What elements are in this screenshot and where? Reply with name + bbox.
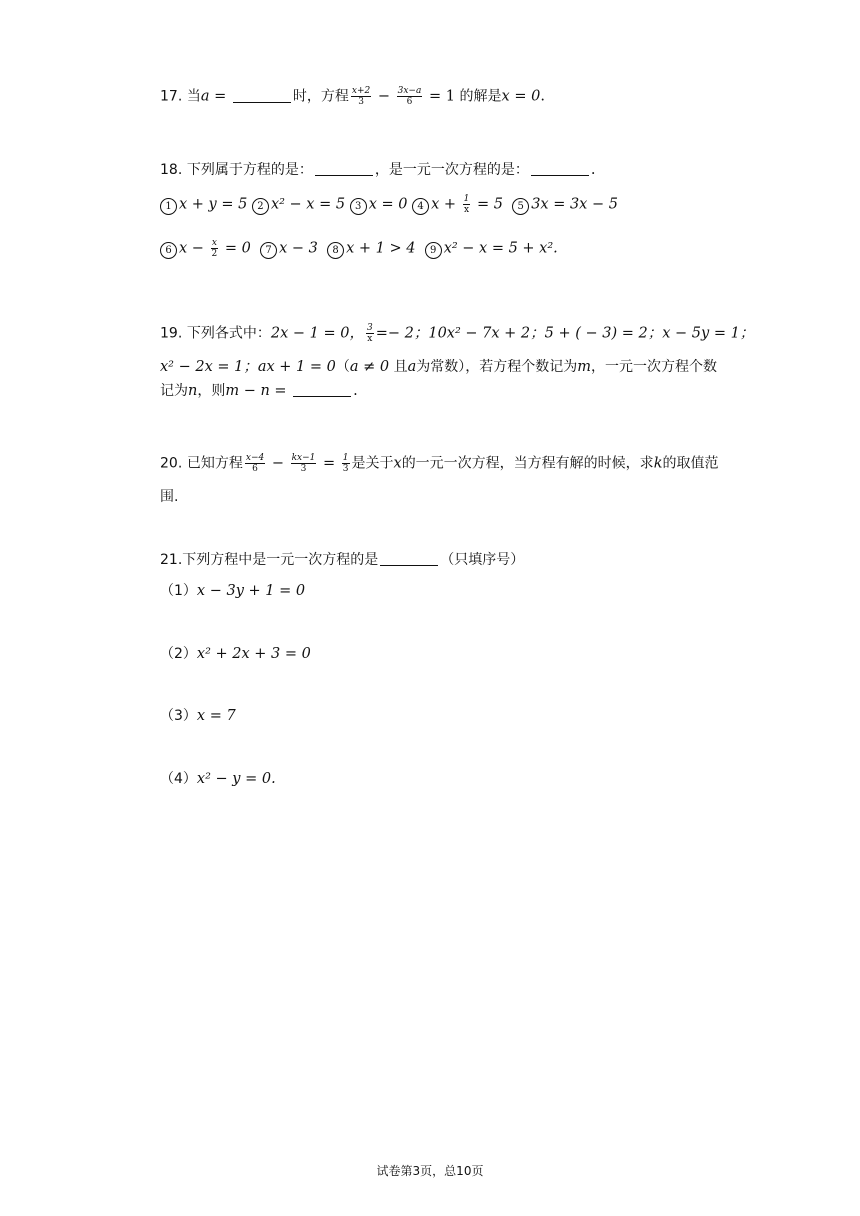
circled-number: 5 (512, 198, 529, 215)
question-17: 17. 当a = 时，方程 $\frac{x+2}{3}$ − $\frac{3x-a}{6}$ = 1 的解是x = 0. (160, 86, 545, 107)
question-19: 19. 下列各式中：2x − 1 = 0， $\frac{3}{x}$ =− 2；10x² − 7x + 2；5 + ( − 3) = 2；x − 5y = 1； (160, 323, 755, 344)
fraction: $\frac{kx-1}{3}$ (291, 453, 316, 474)
fraction: $\frac{3}{x}$ (366, 323, 373, 344)
option-3: （3）x = 7 (160, 708, 236, 724)
option-1: （1）x − 3y + 1 = 0 (160, 583, 306, 599)
circled-number: 8 (327, 242, 344, 259)
circled-number: 1 (160, 198, 177, 215)
answer-blank[interactable] (380, 551, 438, 566)
equation-list-row-1: 1 x + y = 5 2 x² − x = 5 3 x = 0 4 x + $\frac{1}{x}$ = 5 5 3x = 3x − 5 (160, 194, 618, 215)
fraction: $\frac{1}{3}$ (342, 453, 349, 474)
answer-blank[interactable] (233, 88, 291, 103)
circled-number: 6 (160, 242, 177, 259)
fraction: $\frac{x-4}{6}$ (245, 453, 265, 474)
answer-blank[interactable] (293, 382, 351, 397)
answer-blank[interactable] (531, 161, 589, 176)
circled-number: 7 (260, 242, 277, 259)
circled-number: 3 (350, 198, 367, 215)
question-18: 18. 下列属于方程的是： ，是一元一次方程的是： . (160, 162, 596, 178)
question-number: 18. (160, 162, 183, 178)
circled-number: 2 (252, 198, 269, 215)
question-number: 17. (160, 88, 183, 105)
question-19-line-2: x² − 2x = 1；ax + 1 = 0（a ≠ 0 且a为常数），若方程个数记为m，一元一次方程个数 (160, 359, 717, 375)
question-number: 21. (160, 552, 183, 568)
equation-list-row-2: 6 x − $\frac{x}{2}$ = 0 7 x − 3 8 x + 1 > 4 9 x² − x = 5 + x². (160, 238, 558, 259)
question-21: 21.下列方程中是一元一次方程的是 （只填序号） (160, 552, 525, 568)
fraction: $\frac{3x-a}{6}$ (397, 86, 422, 107)
fraction: $\frac{1}{x}$ (463, 194, 470, 215)
option-2: （2）x² + 2x + 3 = 0 (160, 646, 311, 662)
page-footer: 试卷第3页，总10页 (376, 1164, 484, 1178)
option-4: （4）x² − y = 0. (160, 771, 276, 787)
answer-blank[interactable] (315, 161, 373, 176)
question-20: 20. 已知方程 $\frac{x-4}{6}$ − $\frac{kx-1}{3}$ = $\frac{1}{3}$ 是关于x的一元一次方程，当方程有解的时候，求k的取值范 (160, 453, 719, 474)
circled-number: 9 (425, 242, 442, 259)
question-20-line-2: 围. (160, 489, 179, 505)
question-number: 20. (160, 455, 183, 472)
question-19-line-3: 记为n，则m − n = . (160, 383, 358, 399)
fraction: $\frac{x+2}{3}$ (351, 86, 371, 107)
circled-number: 4 (412, 198, 429, 215)
question-number: 19. (160, 325, 183, 342)
fraction: $\frac{x}{2}$ (211, 238, 218, 259)
